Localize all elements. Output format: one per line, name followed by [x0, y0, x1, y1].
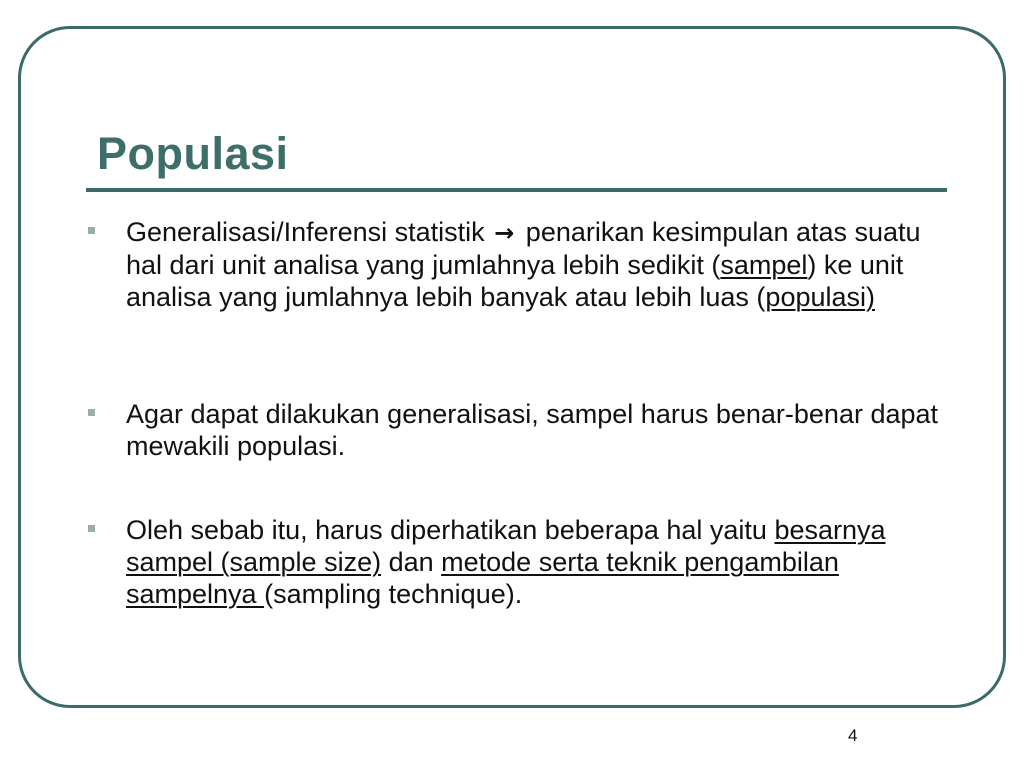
slide-title: Populasi	[97, 128, 289, 179]
square-bullet-icon	[88, 525, 95, 532]
bullet-text-part: penarikan kesimpulan atas suatu hal dari unit analisa yang jumlahnya lebih sedikit (	[126, 217, 921, 280]
underlined-term-sample-size: besarnya sampel (sample size)	[126, 515, 886, 577]
square-bullet-icon	[88, 409, 95, 416]
square-bullet-icon	[88, 227, 95, 234]
right-arrow-icon: →	[494, 219, 515, 247]
underlined-term-populasi: populasi)	[765, 282, 875, 312]
page-number: 4	[848, 726, 858, 745]
bullet-text-part: dan	[381, 547, 442, 577]
bullet-text-part: (sampling technique).	[264, 579, 523, 609]
bullet-text-part: Generalisasi/Inferensi statistik	[126, 217, 485, 247]
bullet-item-generalisasi-sampel	[126, 398, 956, 462]
underlined-term-metode: metode serta teknik pengambilan sampelnya	[126, 547, 839, 609]
bullet-text: Agar dapat dilakukan generalisasi, sampel harus benar-benar dapat mewakili populasi.	[126, 399, 939, 461]
bullet-text-part: Oleh sebab itu, harus diperhatikan beberapa hal yaitu	[126, 515, 775, 545]
underlined-term-sampel: sampel	[720, 250, 808, 280]
bullet-item-generalisasi	[126, 216, 956, 313]
bullet-text-part: ) ke unit analisa yang jumlahnya lebih banyak atau lebih luas (	[126, 250, 904, 312]
bullet-item-oleh-sebab-itu	[126, 514, 956, 610]
